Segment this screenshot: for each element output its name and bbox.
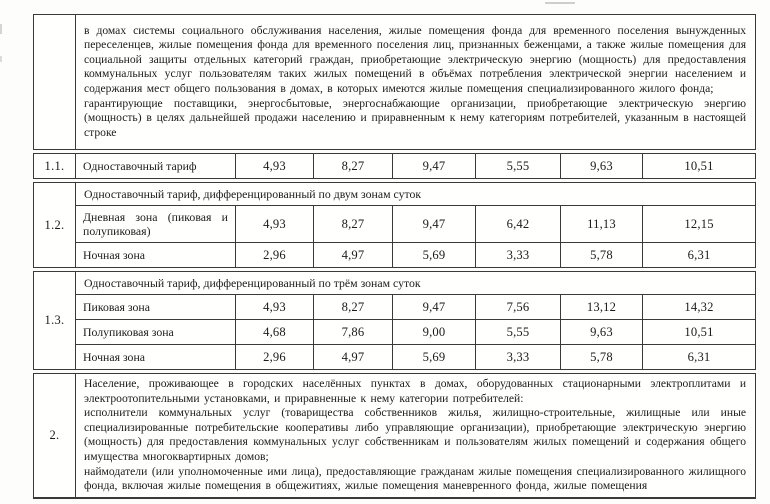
category-2-paragraph-2: исполнители коммунальных услуг (товарищества собственников жилья, жилищно-строительные, жилищные или иные специализированные потребительские кооперативы либо управляющие организации), приобретающие электрическую энергию (мощность) для предоставления коммунальных услуг собственникам и пользователям жилых помещений и содержания общего имущества многоквартирных домов; <box>84 406 747 463</box>
tariff-1-3-night-value-4: 3,33 <box>476 345 561 370</box>
tariff-1-3-night-value-3: 5,69 <box>393 345 476 370</box>
tariff-1-3-halfpeak-value-5: 9,63 <box>561 320 643 345</box>
tariff-1-3-peak-value-6: 14,32 <box>643 295 756 320</box>
intro-text-cell <box>76 15 756 150</box>
tariff-1-1-value-6: 10,51 <box>643 154 756 179</box>
tariff-1-3-halfpeak-value-6: 10,51 <box>643 320 756 345</box>
tariff-1-2-day-value-4: 6,42 <box>476 206 561 243</box>
tariff-1-2-night-value-3: 5,69 <box>393 243 476 268</box>
tariff-1-3-halfpeak-value-4: 5,55 <box>476 320 561 345</box>
tariff-1-3-header: Одноставочный тариф, дифференцированный по трём зонам суток <box>76 272 756 295</box>
tariff-1-3-halfpeak-label: Полупиковая зона <box>76 320 236 345</box>
scan-artifact <box>545 2 575 4</box>
category-2-text-cell <box>76 374 756 498</box>
tariff-1-3-night-value-2: 4,97 <box>314 345 393 370</box>
tariff-1-3-night-value-5: 5,78 <box>561 345 643 370</box>
section-1-1 <box>33 153 756 179</box>
tariff-1-3-peak-value-3: 9,47 <box>393 295 476 320</box>
tariff-1-1-label: Одноставочный тариф <box>76 154 236 179</box>
table-row <box>34 154 756 179</box>
tariff-1-1-value-4: 5,55 <box>476 154 561 179</box>
table-row <box>34 295 756 320</box>
tariff-1-3-halfpeak-value-1: 4,68 <box>236 320 314 345</box>
table-row <box>34 206 756 243</box>
tariff-1-1-value-2: 8,27 <box>314 154 393 179</box>
tariff-1-3-peak-value-4: 7,56 <box>476 295 561 320</box>
category-2-paragraph-3: наймодатели (или уполномоченные ими лица), предоставляющие гражданам жилые помещения специализированного жилищного фонда, включая жилые помещения в общежитиях, жилые помещения маневренного фонда, жилые помещения <box>84 464 747 493</box>
tariff-1-2-day-value-2: 8,27 <box>314 206 393 243</box>
tariff-1-1-value-3: 9,47 <box>393 154 476 179</box>
tariff-1-2-night-value-1: 2,96 <box>236 243 314 268</box>
tariff-1-3-halfpeak-value-2: 7,86 <box>314 320 393 345</box>
tariff-1-3-peak-value-2: 8,27 <box>314 295 393 320</box>
tariff-1-2-night-value-2: 4,97 <box>314 243 393 268</box>
tariff-1-2-day-value-5: 11,13 <box>561 206 643 243</box>
table-row <box>34 320 756 345</box>
row-number-1-3: 1.3. <box>34 272 76 370</box>
row-number-cell-intro <box>34 15 76 150</box>
tariff-1-3-night-label: Ночная зона <box>76 345 236 370</box>
tariff-1-3-peak-label: Пиковая зона <box>76 295 236 320</box>
tariff-1-2-day-label: Дневная зона (пиковая и полупиковая) <box>76 206 236 243</box>
intro-paragraph-2: гарантирующие поставщики, энергосбытовые, энергоснабжающие организации, приобретающие электрическую энергию (мощность) в целях дальнейшей продажи населению и приравненным к нему категориям потребителей, указанным в настоящей строке <box>84 96 747 139</box>
tariff-1-3-halfpeak-value-3: 9,00 <box>393 320 476 345</box>
row-number-1-2: 1.2. <box>34 183 76 268</box>
tariff-1-2-header: Одноставочный тариф, дифференцированный по двум зонам суток <box>76 183 756 206</box>
tariff-1-2-day-value-3: 9,47 <box>393 206 476 243</box>
tariff-1-2-day-value-1: 4,93 <box>236 206 314 243</box>
table-row <box>34 183 756 206</box>
section-1-2 <box>33 182 756 268</box>
scan-artifact <box>0 24 2 34</box>
category-2-paragraph-1: Население, проживающее в городских населённых пунктах в домах, оборудованных стационарными электроплитами и электроотопительными установками, и приравненные к нему категории потребителей: <box>84 377 747 405</box>
tariff-1-2-night-label: Ночная зона <box>76 243 236 268</box>
tariff-1-1-value-5: 9,63 <box>561 154 643 179</box>
section-1-3 <box>33 271 756 370</box>
table-row <box>34 243 756 268</box>
tariff-1-1-value-1: 4,93 <box>236 154 314 179</box>
tariff-1-2-night-value-4: 3,33 <box>476 243 561 268</box>
section-intro <box>33 14 756 150</box>
section-2 <box>33 373 756 499</box>
table-row <box>34 272 756 295</box>
row-number-1-1: 1.1. <box>34 154 76 179</box>
tariff-1-3-night-value-1: 2,96 <box>236 345 314 370</box>
intro-paragraph-1: в домах системы социального обслуживания населения, жилые помещения фонда для временного поселения вынужденных переселенцев, жилые помещения фонда для временного поселения лиц, признанных беженцами, а также жилые помещения для социальной защиты отдельных категорий граждан, приобретающие электрическую энергию (мощность) для предоставления коммунальных услуг пользователям таких жилых помещений в объёмах потребления электрической энергии населением и содержания мест общего пользования в домах, в которых имеются жилые помещения специализированного жилого фонда; <box>84 23 747 95</box>
tariff-1-3-night-value-6: 6,31 <box>643 345 756 370</box>
tariff-1-3-peak-value-5: 13,12 <box>561 295 643 320</box>
row-number-2: 2. <box>34 374 76 498</box>
tariff-1-3-peak-value-1: 4,93 <box>236 295 314 320</box>
scan-artifact <box>0 56 2 62</box>
tariff-1-2-night-value-5: 5,78 <box>561 243 643 268</box>
tariff-1-2-night-value-6: 6,31 <box>643 243 756 268</box>
tariff-table <box>33 14 756 499</box>
table-row <box>34 345 756 370</box>
tariff-1-2-day-value-6: 12,15 <box>643 206 756 243</box>
